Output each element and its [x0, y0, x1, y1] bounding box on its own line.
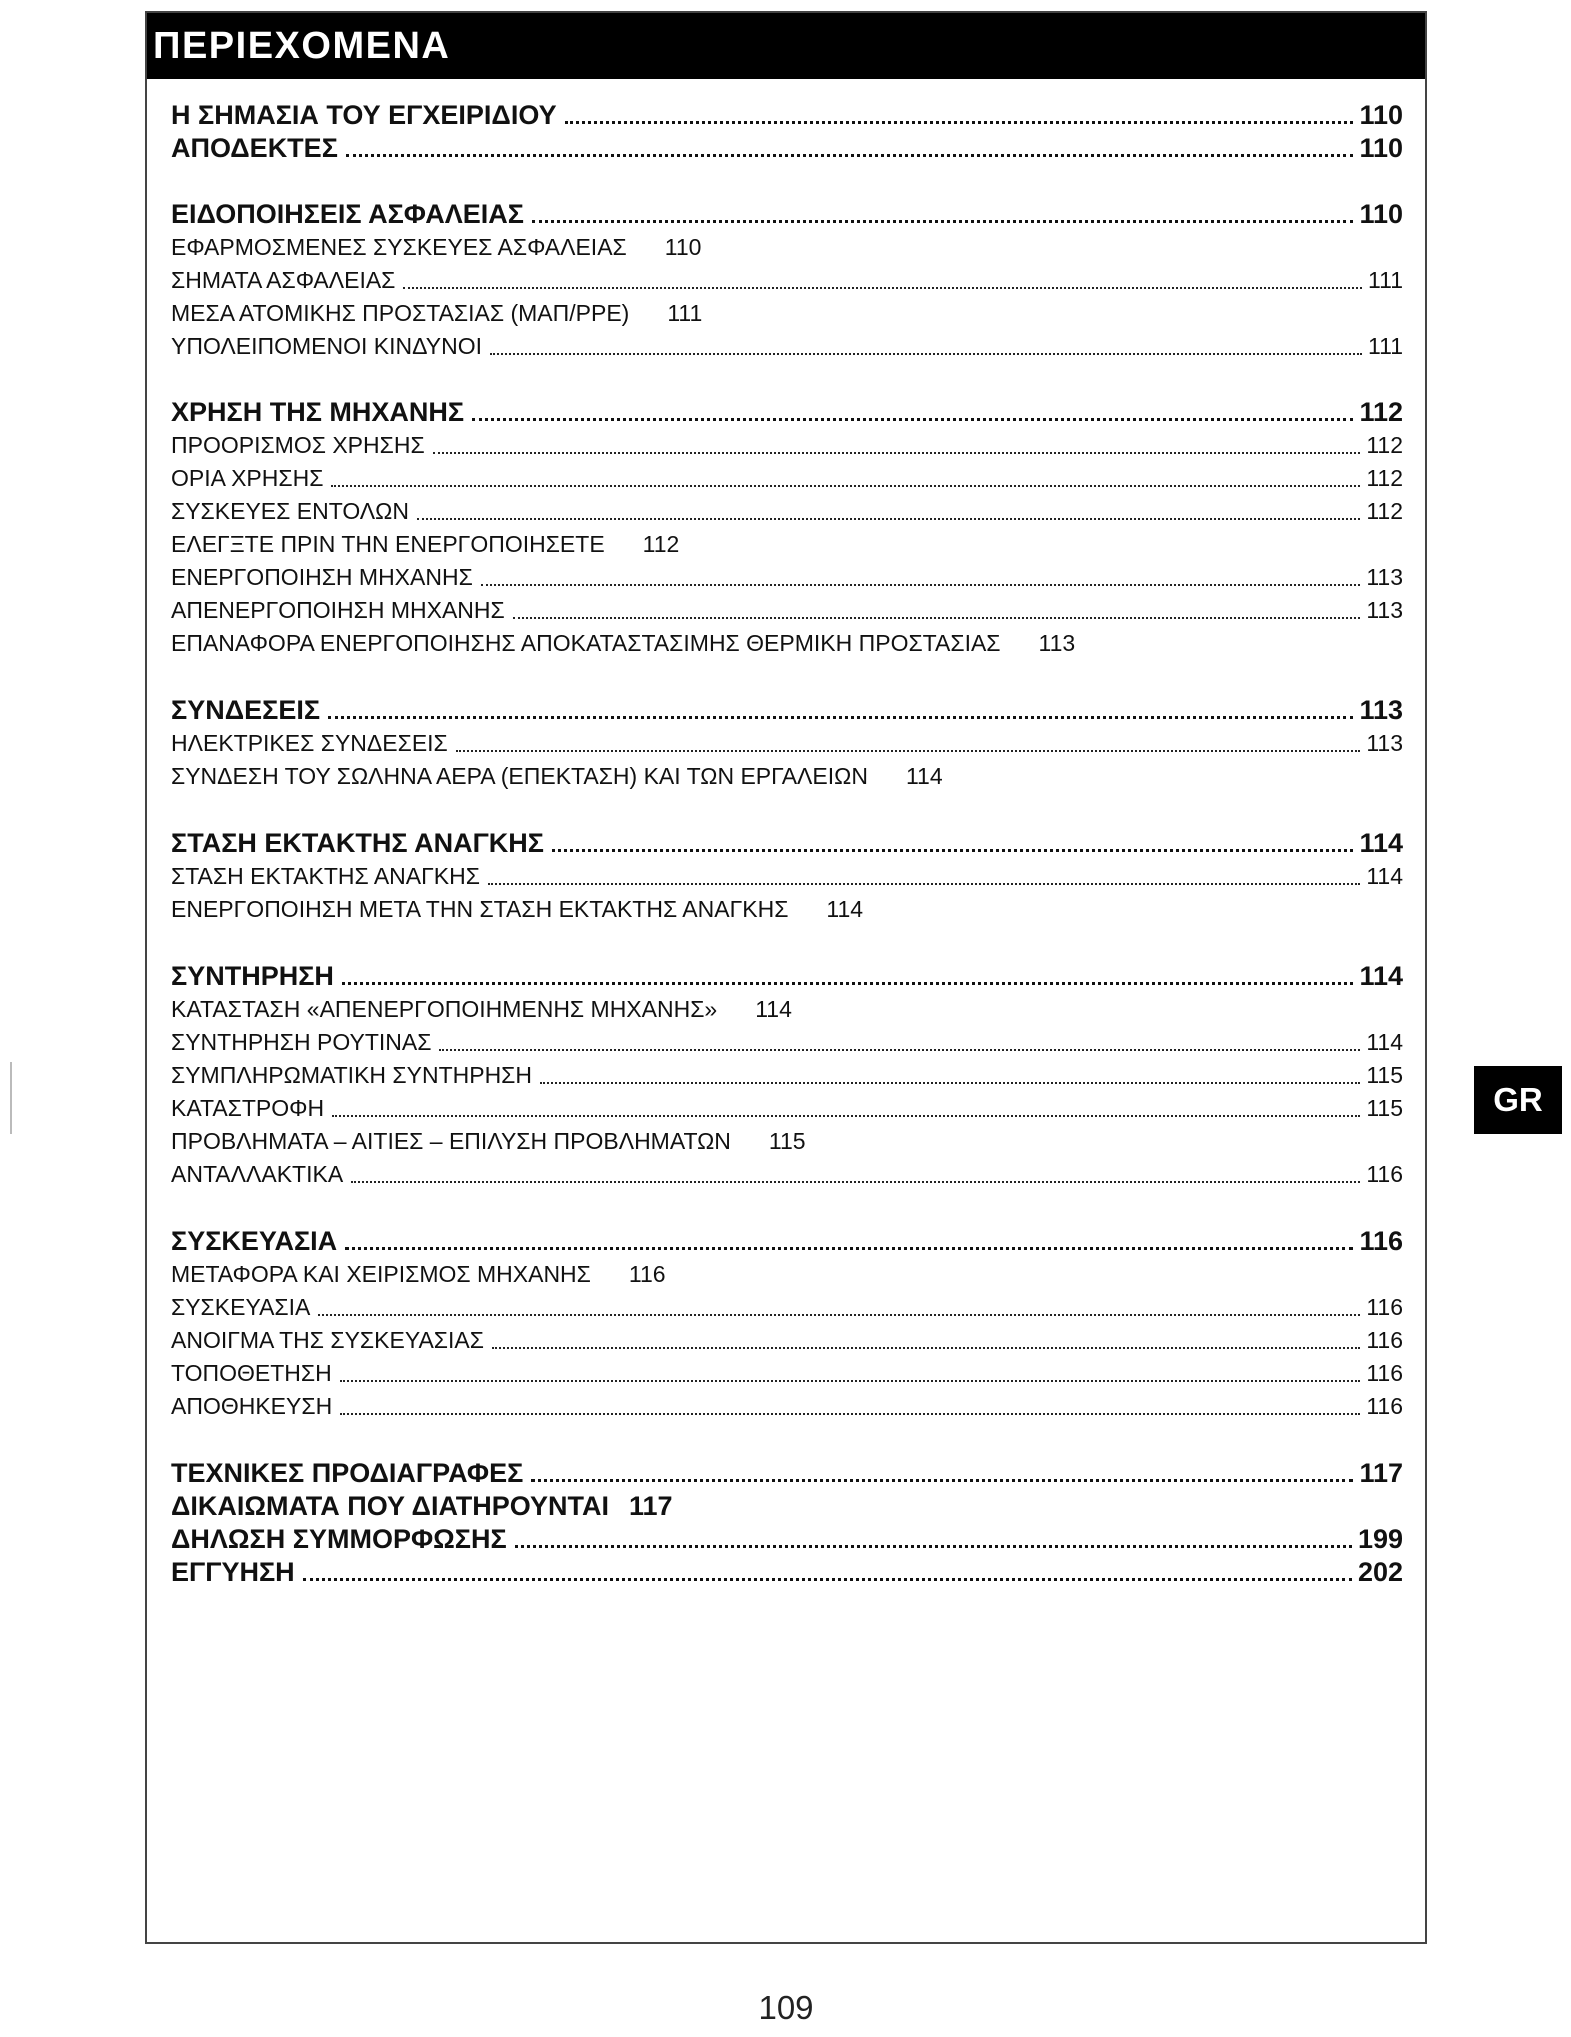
dot-leader [346, 153, 1354, 157]
toc-subentry[interactable] [171, 992, 1403, 1026]
toc-subentry[interactable] [171, 494, 1403, 528]
dot-leader [303, 1577, 1352, 1581]
dot-leader [318, 1313, 1360, 1316]
toc-entry-label: ΕΝΕΡΓΟΠΟΙΗΣΗ ΜΕΤΑ ΤΗΝ ΣΤΑΣΗ ΕΚΤΑΚΤΗΣ ΑΝΑΓΚΗΣ [171, 896, 789, 922]
dot-leader [490, 352, 1362, 355]
toc-entry-label: ΚΑΤΑΣΤΡΟΦΗ [171, 1095, 325, 1121]
toc-subentry[interactable] [171, 230, 1403, 264]
dot-leader [417, 517, 1360, 520]
toc-subentry[interactable] [171, 726, 1403, 760]
dot-leader [492, 1346, 1360, 1349]
toc-subentry[interactable] [171, 892, 1403, 926]
language-tab-label: GR [1493, 1081, 1543, 1118]
dot-leader [345, 1246, 1353, 1250]
dot-leader [456, 749, 1361, 752]
toc-entry-page: 112 [1366, 465, 1403, 491]
toc-subentry[interactable] [171, 1356, 1403, 1390]
dot-leader [552, 848, 1353, 852]
toc-entry-label: ΣΥΣΚΕΥΑΣΙΑ [171, 1294, 311, 1320]
toc-entry-page: 112 [1366, 498, 1403, 524]
toc-entry-label: ΤΟΠΟΘΕΤΗΣΗ [171, 1360, 332, 1386]
toc-subentry[interactable] [171, 296, 1403, 330]
toc-entry-label: ΣΥΣΚΕΥΑΣΙΑ [171, 1226, 338, 1256]
toc-entry-label: ΕΠΑΝΑΦΟΡΑ ΕΝΕΡΓΟΠΟΙΗΣΗΣ ΑΠΟΚΑΤΑΣΤΑΣΙΜΗΣ ΘΕΡΜΙΚΗ ΠΡΟΣΤΑΣΙΑΣ [171, 630, 1001, 656]
toc-entry-page: 113 [1038, 630, 1076, 656]
toc-entry-page: 113 [1366, 730, 1403, 756]
title-bar [147, 13, 1425, 79]
toc-entry-page: 114 [1359, 961, 1403, 991]
toc-entry-page: 117 [628, 1491, 673, 1521]
toc-entry-label: ΔΗΛΩΣΗ ΣΥΜΜΟΡΦΩΣΗΣ [171, 1524, 507, 1554]
toc-subentry[interactable] [171, 1091, 1403, 1125]
dot-leader [540, 1081, 1360, 1084]
toc-entry-page: 115 [768, 1128, 806, 1154]
toc-entry-label: ΜΕΤΑΦΟΡΑ ΚΑΙ ΧΕΙΡΙΣΜΟΣ ΜΗΧΑΝΗΣ [171, 1261, 591, 1287]
toc-entry-page: 116 [1366, 1327, 1403, 1353]
toc-entry-page: 111 [1368, 333, 1403, 359]
dot-leader [488, 882, 1360, 885]
toc-entry-label: ΕΝΕΡΓΟΠΟΙΗΣΗ ΜΗΧΑΝΗΣ [171, 564, 473, 590]
toc-subentry[interactable] [171, 1389, 1403, 1423]
toc-entry[interactable] [171, 1555, 1403, 1589]
toc-entry-page: 116 [1359, 1226, 1403, 1256]
toc-entry-page: 113 [1366, 564, 1403, 590]
toc-entry-label: ΧΡΗΣΗ ΤΗΣ ΜΗΧΑΝΗΣ [171, 397, 465, 427]
dot-leader [332, 1114, 1360, 1117]
toc-entry[interactable] [171, 98, 1403, 132]
toc-subentry[interactable] [171, 759, 1403, 793]
toc-entry-label: ΑΠΟΔΕΚΤΕΣ [171, 133, 338, 163]
toc-entry-page: 202 [1357, 1557, 1403, 1587]
toc-entry-label: ΑΠΕΝΕΡΓΟΠΟΙΗΣΗ ΜΗΧΑΝΗΣ [171, 597, 505, 623]
toc-entry-page: 114 [1366, 863, 1403, 889]
toc-entry[interactable] [171, 1224, 1403, 1258]
toc-entry[interactable] [171, 826, 1403, 860]
toc-subentry[interactable] [171, 1025, 1403, 1059]
dot-leader [331, 484, 1360, 487]
toc-entry[interactable] [171, 395, 1403, 429]
toc-entry-page: 110 [1359, 133, 1403, 163]
dot-leader [532, 219, 1353, 223]
toc-subentry[interactable] [171, 263, 1403, 297]
toc-entry-page: 116 [1366, 1294, 1403, 1320]
toc-subentry[interactable] [171, 626, 1403, 660]
toc-entry-page: 111 [1368, 267, 1403, 293]
dot-leader [513, 616, 1361, 619]
toc-entry-label: ΕΛΕΓΞΤΕ ΠΡΙΝ ΤΗΝ ΕΝΕΡΓΟΠΟΙΗΣΕΤΕ [171, 531, 605, 557]
toc-entry[interactable] [171, 1522, 1403, 1556]
toc-subentry[interactable] [171, 428, 1403, 462]
toc-entry-label: ΣΥΜΠΛΗΡΩΜΑΤΙΚΗ ΣΥΝΤΗΡΗΣΗ [171, 1062, 533, 1088]
toc-entry-label: ΣΥΝΤΗΡΗΣΗ ΡΟΥΤΙΝΑΣ [171, 1029, 432, 1055]
toc-entry-page: 115 [1366, 1095, 1403, 1121]
toc-entry-label: ΥΠΟΛΕΙΠΟΜΕΝΟΙ ΚΙΝΔΥΝΟΙ [171, 333, 483, 359]
toc-entry-label: ΑΝΤΑΛΛΑΚΤΙΚΑ [171, 1161, 344, 1187]
toc-entry-label: ΑΠΟΘΗΚΕΥΣΗ [171, 1393, 333, 1419]
toc-entry-page: 116 [1366, 1393, 1403, 1419]
toc-entry[interactable] [171, 1489, 1403, 1523]
toc-subentry[interactable] [171, 1257, 1403, 1291]
toc-entry-page: 199 [1357, 1524, 1403, 1554]
toc-entry-label: ΣΥΣΚΕΥΕΣ ΕΝΤΟΛΩΝ [171, 498, 409, 524]
toc-entry-page: 116 [1366, 1360, 1403, 1386]
toc-entry-page: 112 [1359, 397, 1403, 427]
toc-entry-page: 115 [1366, 1062, 1403, 1088]
toc-entry-page: 110 [1359, 199, 1403, 229]
toc-subentry[interactable] [171, 527, 1403, 561]
toc-entry[interactable] [171, 131, 1403, 165]
toc-entry-page: 114 [826, 896, 864, 922]
toc-entry-label: ΣΥΝΔΕΣΕΙΣ [171, 695, 321, 725]
toc-entry-label: ΗΛΕΚΤΡΙΚΕΣ ΣΥΝΔΕΣΕΙΣ [171, 730, 448, 756]
toc-entry-page: 114 [905, 763, 943, 789]
toc-subentry[interactable] [171, 329, 1403, 363]
toc-entry-page: 114 [755, 996, 792, 1022]
dot-leader [472, 417, 1353, 421]
page-edge-mark [10, 1062, 12, 1134]
toc-entry-page: 110 [1359, 100, 1403, 130]
toc-entry-page: 111 [667, 300, 703, 326]
toc-subentry[interactable] [171, 593, 1403, 627]
toc-entry-label: ΣΤΑΣΗ ΕΚΤΑΚΤΗΣ ΑΝΑΓΚΗΣ [171, 828, 545, 858]
dot-leader [515, 1544, 1352, 1548]
toc-subentry[interactable] [171, 1290, 1403, 1324]
dot-leader [439, 1048, 1360, 1051]
dot-leader [340, 1379, 1361, 1382]
dot-leader [481, 583, 1361, 586]
toc-entry-page: 116 [628, 1261, 666, 1287]
toc-entry[interactable] [171, 959, 1403, 993]
toc-entry-page: 112 [1366, 432, 1403, 458]
toc-entry-label: ΔΙΚΑΙΩΜΑΤΑ ΠΟΥ ΔΙΑΤΗΡΟΥΝΤΑΙ [171, 1491, 609, 1521]
toc-entry-label: ΣΥΝΤΗΡΗΣΗ [171, 961, 334, 991]
toc-entry[interactable] [171, 197, 1403, 231]
dot-leader [351, 1180, 1360, 1183]
toc-entry-label: ΠΡΟΒΛΗΜΑΤΑ – ΑΙΤΙΕΣ – ΕΠΙΛΥΣΗ ΠΡΟΒΛΗΜΑΤΩΝ [171, 1128, 731, 1154]
toc-entry-page: 117 [1359, 1458, 1403, 1488]
language-tab [1474, 1066, 1562, 1134]
toc-entry-page: 114 [1359, 828, 1403, 858]
dot-leader [328, 715, 1353, 719]
toc-entry-label: ΣΤΑΣΗ ΕΚΤΑΚΤΗΣ ΑΝΑΓΚΗΣ [171, 863, 480, 889]
toc-subentry[interactable] [171, 560, 1403, 594]
dot-leader [403, 286, 1362, 289]
toc-entry-label: ΣΗΜΑΤΑ ΑΣΦΑΛΕΙΑΣ [171, 267, 396, 293]
toc-entry-page: 110 [664, 234, 702, 260]
toc-entry-label: ΕΙΔΟΠΟΙΗΣΕΙΣ ΑΣΦΑΛΕΙΑΣ [171, 199, 524, 229]
toc-entry-label: ΜΕΣΑ ΑΤΟΜΙΚΗΣ ΠΡΟΣΤΑΣΙΑΣ (ΜΑΠ/PPE) [171, 300, 630, 326]
toc-entry-label: ΣΥΝΔΕΣΗ ΤΟΥ ΣΩΛΗΝΑ ΑΕΡΑ (ΕΠΕΚΤΑΣΗ) ΚΑΙ ΤΩΝ ΕΡΓΑΛΕΙΩΝ [171, 763, 868, 789]
toc-entry[interactable] [171, 1456, 1403, 1490]
toc-entry-label: ΚΑΤΑΣΤΑΣΗ «ΑΠΕΝΕΡΓΟΠΟΙΗΜΕΝΗΣ ΜΗΧΑΝΗΣ» [171, 996, 718, 1022]
dot-leader [342, 981, 1354, 985]
toc-entry-label: ΑΝΟΙΓΜΑ ΤΗΣ ΣΥΣΚΕΥΑΣΙΑΣ [171, 1327, 484, 1353]
page-number: 109 [758, 1989, 814, 2026]
toc-subentry[interactable] [171, 1323, 1403, 1357]
toc-entry-page: 113 [1366, 597, 1403, 623]
toc-entry-label: ΕΦΑΡΜΟΣΜΕΝΕΣ ΣΥΣΚΕΥΕΣ ΑΣΦΑΛΕΙΑΣ [171, 234, 627, 260]
toc-subentry[interactable] [171, 859, 1403, 893]
dot-leader [565, 120, 1354, 124]
contents-frame [145, 11, 1427, 1944]
toc-subentry[interactable] [171, 461, 1403, 495]
toc-entry[interactable] [171, 693, 1403, 727]
toc-entry-label: ΕΓΓΥΗΣΗ [171, 1557, 295, 1587]
toc-entry-label: ΟΡΙΑ ΧΡΗΣΗΣ [171, 465, 324, 491]
toc-entry-page: 114 [1366, 1029, 1403, 1055]
dot-leader [531, 1478, 1353, 1482]
toc-entry-label: ΠΡΟΟΡΙΣΜΟΣ ΧΡΗΣΗΣ [171, 432, 425, 458]
dot-leader [433, 451, 1361, 454]
dot-leader [340, 1412, 1360, 1415]
toc-entry-page: 113 [1359, 695, 1403, 725]
page-title: ΠΕΡΙΕΧΟΜΕΝΑ [153, 25, 451, 67]
toc-entry-label: Η ΣΗΜΑΣΙΑ ΤΟΥ ΕΓΧΕΙΡΙΔΙΟΥ [171, 100, 557, 130]
toc-entry-page: 112 [642, 531, 680, 557]
toc-entry-label: ΤΕΧΝΙΚΕΣ ΠΡΟΔΙΑΓΡΑΦΕΣ [171, 1458, 524, 1488]
toc-subentry[interactable] [171, 1124, 1403, 1158]
toc-subentry[interactable] [171, 1058, 1403, 1092]
toc-entry-page: 116 [1366, 1161, 1403, 1187]
toc-subentry[interactable] [171, 1157, 1403, 1191]
